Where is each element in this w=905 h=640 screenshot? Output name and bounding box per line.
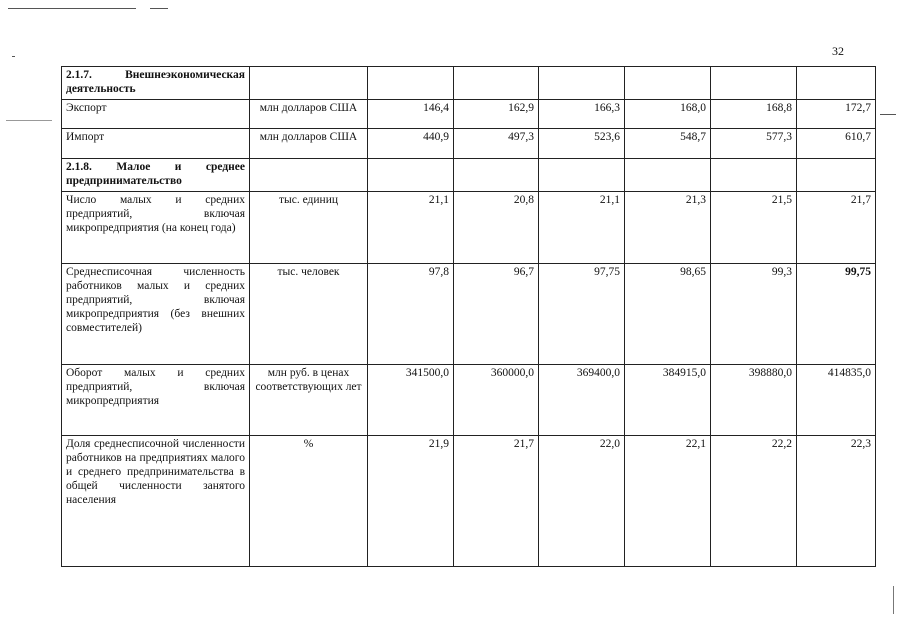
value-cell: [625, 159, 711, 192]
scan-artifact-line: [880, 114, 896, 115]
value-cell: [711, 159, 797, 192]
row-label: Доля среднесписочной численности работников на предприятиях малого и среднего предпринимательства в общей численности занятого населения: [62, 436, 250, 567]
table-row-turnover: [62, 365, 876, 436]
unit-cell: [250, 67, 368, 100]
value-cell: [539, 67, 625, 100]
unit-cell: тыс. единиц: [250, 192, 368, 264]
value-cell: 168,8: [711, 100, 797, 129]
row-label: Оборот малых и средних предприятий, включая микропредприятия: [62, 365, 250, 436]
value-cell: [625, 67, 711, 100]
table-row-enterprise-count: [62, 192, 876, 264]
value-cell: 146,4: [368, 100, 454, 129]
table-row-section-small-business: [62, 159, 876, 192]
unit-cell: %: [250, 436, 368, 567]
value-cell: 99,75: [797, 264, 876, 365]
value-cell: [368, 67, 454, 100]
value-cell: 99,3: [711, 264, 797, 365]
value-cell: 162,9: [454, 100, 539, 129]
table-row-employee-count: [62, 264, 876, 365]
value-cell: 21,7: [797, 192, 876, 264]
value-cell: 384915,0: [625, 365, 711, 436]
value-cell: 97,75: [539, 264, 625, 365]
value-cell: 20,8: [454, 192, 539, 264]
unit-cell: [250, 159, 368, 192]
scan-artifact-line: [12, 56, 15, 57]
unit-cell: млн руб. в ценах соответствующих лет: [250, 365, 368, 436]
row-label: Число малых и средних предприятий, включая микропредприятия (на конец года): [62, 192, 250, 264]
value-cell: [454, 159, 539, 192]
table-row-section-foreign-trade: [62, 67, 876, 100]
value-cell: 168,0: [625, 100, 711, 129]
table-row-export: [62, 100, 876, 129]
value-cell: 414835,0: [797, 365, 876, 436]
unit-cell: млн долларов США: [250, 100, 368, 129]
value-cell: 610,7: [797, 129, 876, 159]
value-cell: 21,3: [625, 192, 711, 264]
value-cell: 398880,0: [711, 365, 797, 436]
value-cell: 21,9: [368, 436, 454, 567]
value-cell: 523,6: [539, 129, 625, 159]
row-label: Импорт: [62, 129, 250, 159]
value-cell: 22,1: [625, 436, 711, 567]
value-cell: [368, 159, 454, 192]
value-cell: 166,3: [539, 100, 625, 129]
value-cell: 22,0: [539, 436, 625, 567]
page-number: 32: [832, 44, 844, 58]
value-cell: 22,3: [797, 436, 876, 567]
scan-artifact-line: [150, 8, 168, 9]
value-cell: 497,3: [454, 129, 539, 159]
value-cell: 577,3: [711, 129, 797, 159]
value-cell: [454, 67, 539, 100]
value-cell: [539, 159, 625, 192]
value-cell: 360000,0: [454, 365, 539, 436]
value-cell: [797, 67, 876, 100]
unit-cell: тыс. человек: [250, 264, 368, 365]
value-cell: [797, 159, 876, 192]
value-cell: 21,7: [454, 436, 539, 567]
statistics-table: [61, 66, 876, 567]
value-cell: 21,1: [539, 192, 625, 264]
row-label: Экспорт: [62, 100, 250, 129]
row-label: Среднесписочная численность работников малых и средних предприятий, включая микропредприятия (без внешних совместителей): [62, 264, 250, 365]
value-cell: 97,8: [368, 264, 454, 365]
value-cell: 22,2: [711, 436, 797, 567]
value-cell: [711, 67, 797, 100]
value-cell: 98,65: [625, 264, 711, 365]
section-title: 2.1.8. Малое и среднее предпринимательство: [62, 159, 250, 192]
value-cell: 172,7: [797, 100, 876, 129]
value-cell: 341500,0: [368, 365, 454, 436]
value-cell: 548,7: [625, 129, 711, 159]
scan-artifact-line: [6, 120, 52, 121]
value-cell: 440,9: [368, 129, 454, 159]
value-cell: 96,7: [454, 264, 539, 365]
value-cell: 369400,0: [539, 365, 625, 436]
scan-artifact-line: [893, 586, 894, 614]
table-row-import: [62, 129, 876, 159]
value-cell: 21,5: [711, 192, 797, 264]
unit-cell: млн долларов США: [250, 129, 368, 159]
section-title: 2.1.7. Внешнеэкономическая деятельность: [62, 67, 250, 100]
scan-artifact-line: [8, 8, 136, 9]
table-row-employment-share: [62, 436, 876, 567]
value-cell: 21,1: [368, 192, 454, 264]
